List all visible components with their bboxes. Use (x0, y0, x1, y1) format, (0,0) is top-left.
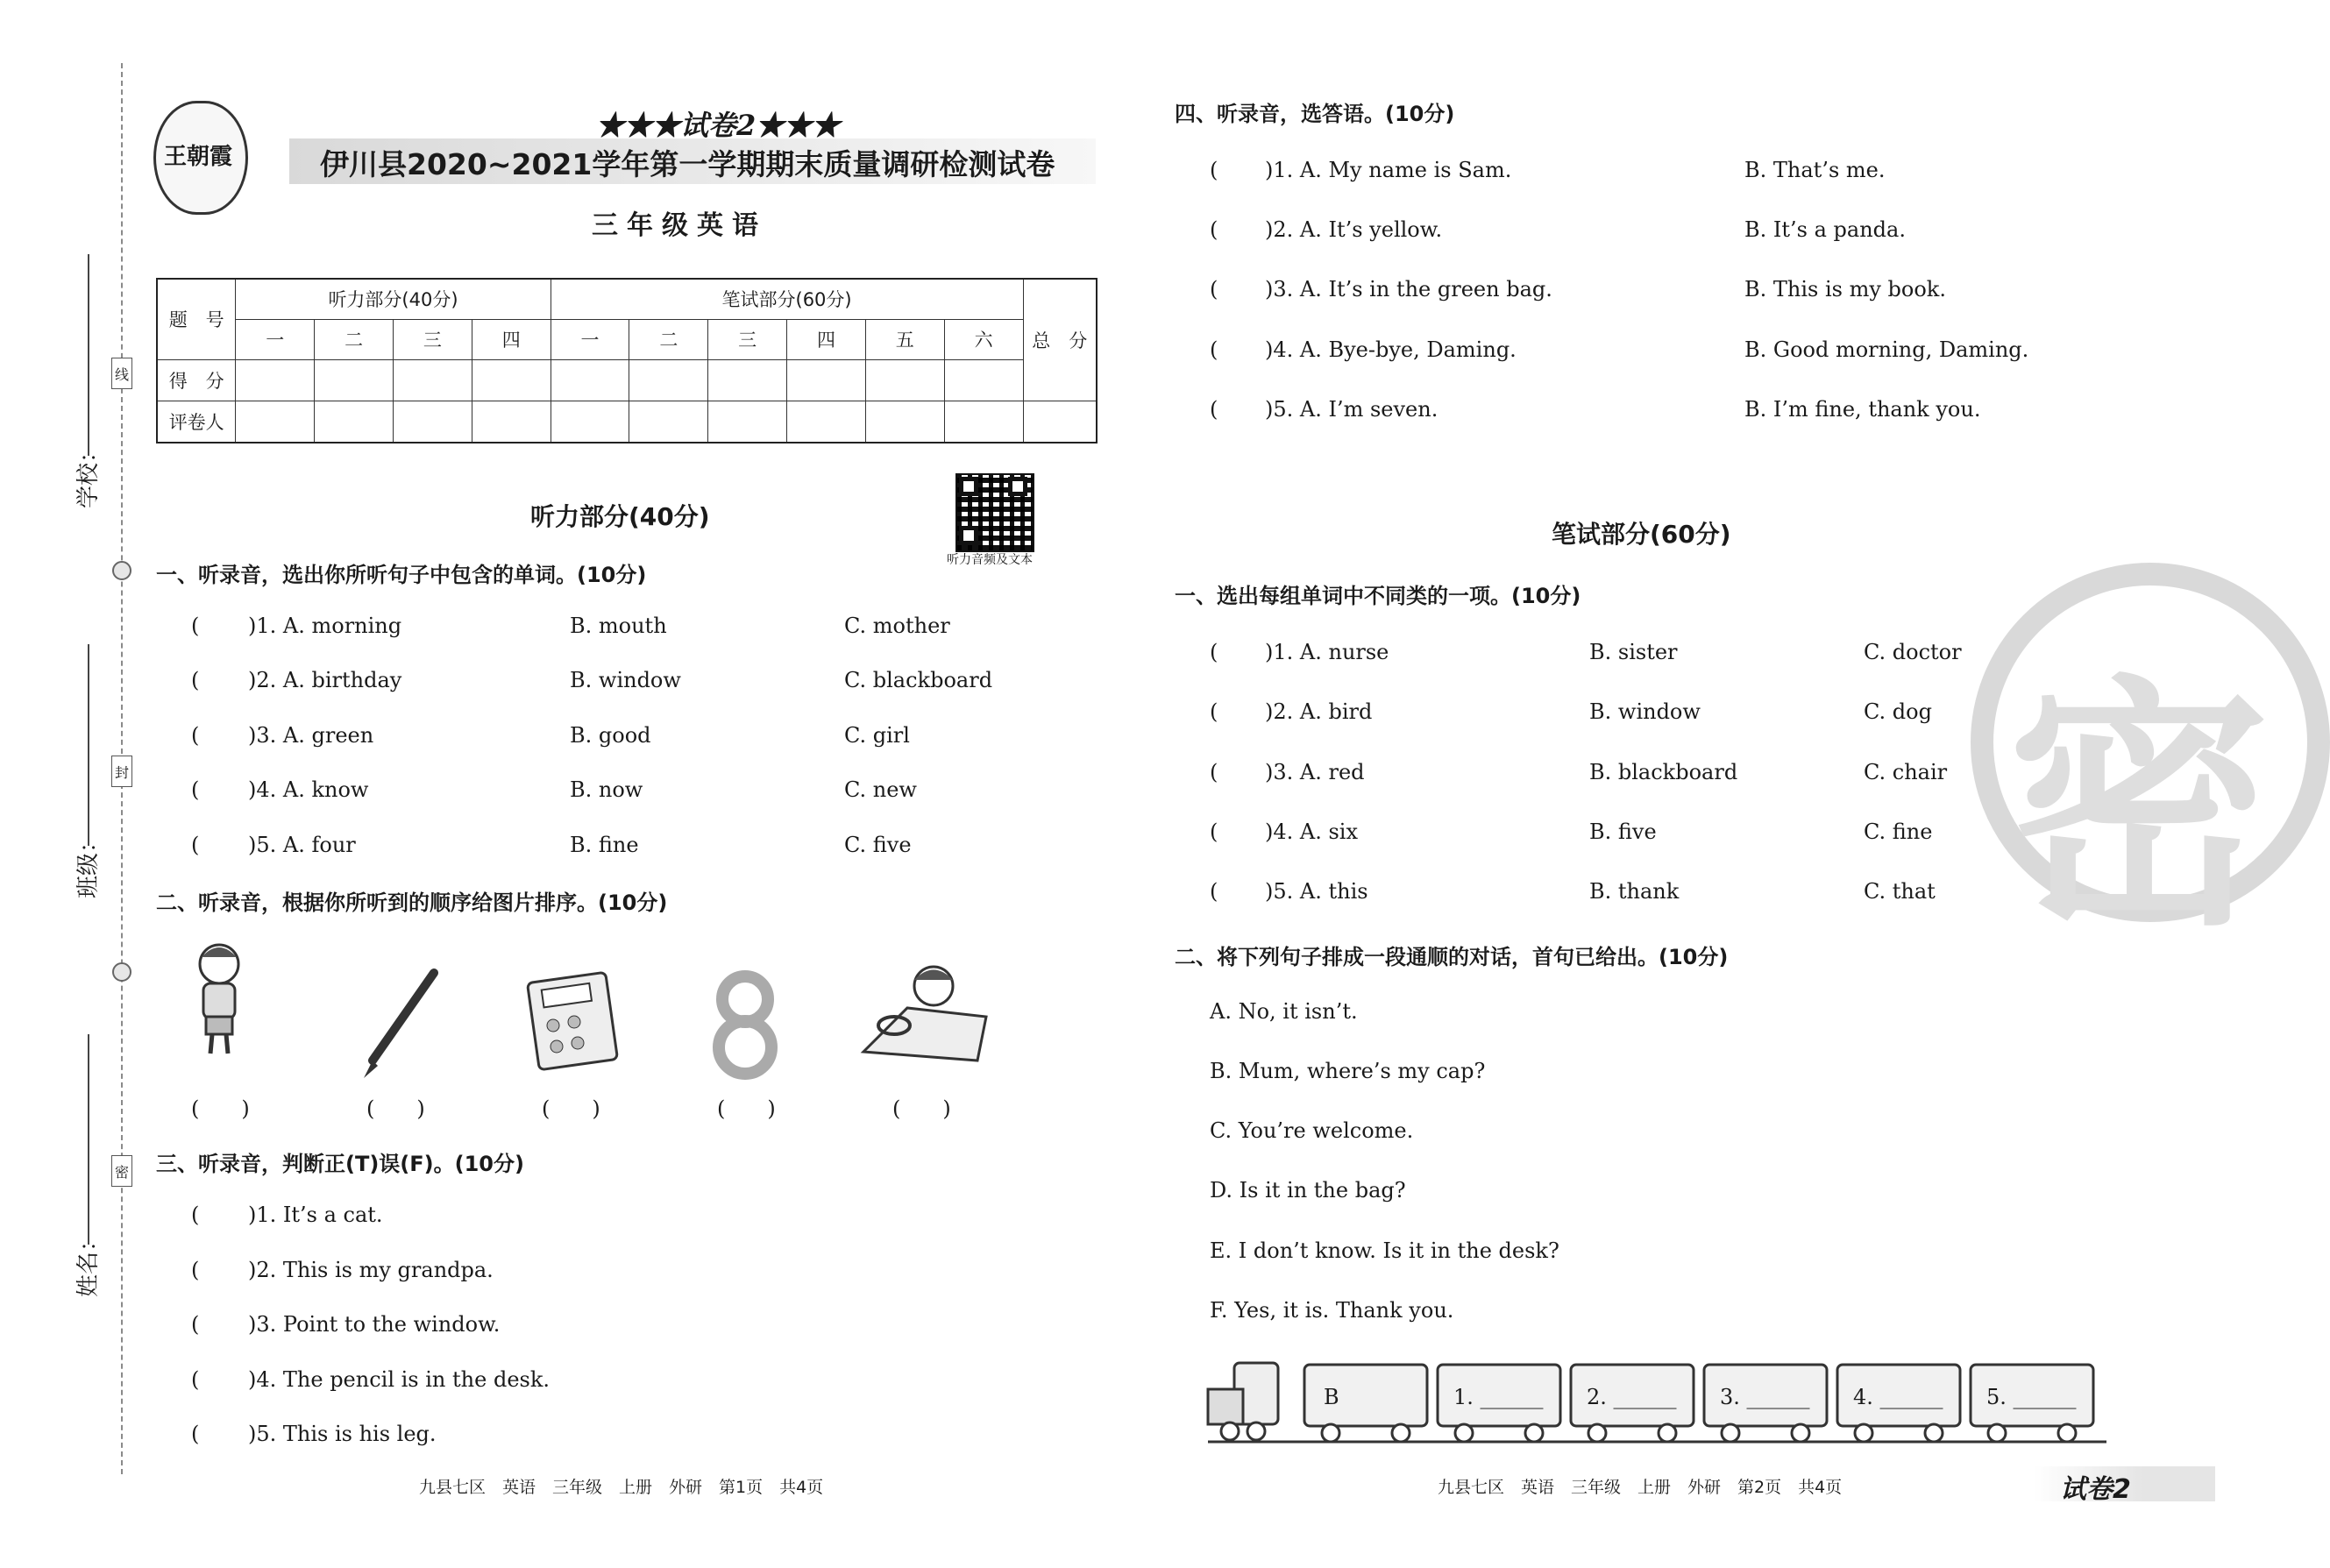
option-a: )1. A. nurse (1265, 640, 1389, 664)
reply-option-b: B. I’m fine, thank you. (1744, 397, 1981, 422)
answer-paren[interactable]: ( (191, 1203, 200, 1227)
binding-hole-icon (112, 561, 131, 580)
answer-paren[interactable]: ( (191, 1422, 200, 1446)
score-cell[interactable] (708, 359, 787, 401)
option-a: )2. A. bird (1265, 699, 1373, 724)
marker-cell[interactable] (315, 401, 394, 443)
exam-title: 伊川县2020~2021学年第一学期期末质量调研检测试卷 (320, 147, 1055, 181)
answer-paren[interactable]: ( (1210, 640, 1218, 664)
secret-stamp-character: 密 (2007, 655, 2270, 961)
dialogue-sentence: C. You’re welcome. (1210, 1118, 1414, 1143)
score-cell[interactable] (629, 359, 708, 401)
score-cell[interactable] (394, 359, 472, 401)
option-b: B. now (570, 777, 643, 802)
col-write-1: 一 (551, 319, 629, 359)
score-cell[interactable] (787, 359, 866, 401)
answer-paren[interactable]: ( (191, 668, 200, 692)
option-a: )5. A. this (1265, 879, 1368, 904)
col-listen-4: 四 (472, 319, 551, 359)
score-cell[interactable] (472, 359, 551, 401)
score-cell[interactable] (315, 359, 394, 401)
marker-cell[interactable] (708, 401, 787, 443)
dialogue-sentence: A. No, it isn’t. (1210, 999, 1358, 1024)
answer-paren[interactable]: ( (1210, 217, 1218, 242)
option-c: C. chair (1864, 760, 1948, 784)
option-b: B. blackboard (1589, 760, 1738, 784)
option-b: B. window (570, 668, 681, 692)
picture-blank[interactable]: ( ) (892, 1096, 951, 1121)
listening-heading: 听力部分(40分) (530, 502, 710, 531)
pen-picture-icon (346, 964, 451, 1087)
picture-blank[interactable]: ( ) (717, 1096, 776, 1121)
dialogue-sentence: B. Mum, where’s my cap? (1210, 1059, 1486, 1083)
option-c: C. blackboard (844, 668, 993, 692)
col-write-5: 五 (865, 319, 944, 359)
footer-left: 九县七区 英语 三年级 上册 外研 第1页 共4页 (419, 1478, 824, 1497)
score-table (156, 278, 1098, 443)
name-write-line[interactable] (88, 1034, 89, 1245)
option-a: )4. A. six (1265, 819, 1359, 844)
option-a: )3. A. green (248, 723, 374, 748)
qr-caption: 听力音频及文本 (947, 553, 1033, 567)
score-row-label: 得 分 (157, 359, 236, 401)
reply-option-a: )4. A. Bye-bye, Daming. (1265, 337, 1517, 362)
answer-paren[interactable]: ( (1210, 158, 1218, 182)
subject-title: 三年级英语 (592, 210, 767, 241)
written-section-2-title: 二、将下列句子排成一段通顺的对话，首句已给出。(10分) (1175, 945, 1729, 969)
answer-paren[interactable]: ( (1210, 277, 1218, 302)
col-write-3: 三 (708, 319, 787, 359)
listening-section-2-title: 二、听录音，根据你所听到的顺序给图片排序。(10分) (156, 890, 668, 915)
row-header-number: 题 号 (157, 279, 236, 359)
logo-text: 王朝霞 (163, 144, 232, 170)
reply-option-a: )5. A. I’m seven. (1265, 397, 1438, 422)
listening-section-1-title: 一、听录音，选出你所听句子中包含的单词。(10分) (156, 563, 647, 587)
tf-statement: )2. This is my grandpa. (248, 1258, 494, 1282)
option-a: )2. A. birthday (248, 668, 402, 692)
train-car-blank[interactable]: 3. ______ (1720, 1385, 1810, 1409)
written-heading: 笔试部分(60分) (1552, 520, 1731, 549)
option-b: B. sister (1589, 640, 1678, 664)
picture-blank[interactable]: ( ) (366, 1096, 425, 1121)
listening-section-4-title: 四、听录音，选答语。(10分) (1175, 102, 1455, 126)
answer-paren[interactable]: ( (191, 723, 200, 748)
option-a: )3. A. red (1265, 760, 1365, 784)
binding-tag-secret: 密 (111, 1155, 132, 1187)
qr-eye (1008, 477, 1027, 496)
paper-tag: 试卷2 (2060, 1474, 2131, 1505)
option-c: C. doctor (1864, 640, 1962, 664)
listening-section-3-title: 三、听录音，判断正(T)误(F)。(10分) (156, 1152, 524, 1176)
answer-paren[interactable]: ( (1210, 760, 1218, 784)
score-cell[interactable] (865, 359, 944, 401)
reply-option-b: B. This is my book. (1744, 277, 1946, 302)
col-listen-2: 二 (315, 319, 394, 359)
dialogue-sentence: E. I don’t know. Is it in the desk? (1210, 1238, 1559, 1263)
marker-cell[interactable] (865, 401, 944, 443)
reply-option-a: )1. A. My name is Sam. (1265, 158, 1512, 182)
option-a: )1. A. morning (248, 614, 402, 638)
option-b: B. five (1589, 819, 1657, 844)
train-car-blank[interactable]: 2. ______ (1587, 1385, 1677, 1409)
col-write-6: 六 (944, 319, 1023, 359)
col-write-2: 二 (629, 319, 708, 359)
picture-blank[interactable]: ( ) (191, 1096, 250, 1121)
class-write-line[interactable] (88, 644, 89, 846)
school-write-line[interactable] (88, 254, 89, 456)
score-cell[interactable] (236, 359, 315, 401)
option-c: C. five (844, 833, 912, 857)
option-c: C. mother (844, 614, 950, 638)
score-cell[interactable] (944, 359, 1023, 401)
class-label: 班级： (75, 829, 102, 898)
dialogue-sentence: F. Yes, it is. Thank you. (1210, 1298, 1454, 1323)
name-label: 姓名： (75, 1228, 102, 1297)
tf-statement: )4. The pencil is in the desk. (248, 1367, 551, 1392)
option-b: B. good (570, 723, 651, 748)
col-write-4: 四 (787, 319, 866, 359)
total-score-cell[interactable] (1023, 401, 1097, 443)
calculator-picture-icon (520, 964, 625, 1087)
tf-statement: )1. It’s a cat. (248, 1203, 383, 1227)
reply-option-b: B. It’s a panda. (1744, 217, 1906, 242)
marker-cell[interactable] (944, 401, 1023, 443)
marker-cell[interactable] (472, 401, 551, 443)
dialogue-sentence: D. Is it in the bag? (1210, 1178, 1406, 1203)
number-eight-picture-icon (693, 964, 798, 1087)
written-section-1-title: 一、选出每组单词中不同类的一项。(10分) (1175, 584, 1581, 608)
answer-paren[interactable]: ( (1210, 819, 1218, 844)
tf-statement: )5. This is his leg. (248, 1422, 437, 1446)
total-header: 总 分 (1023, 279, 1097, 401)
option-b: B. fine (570, 833, 639, 857)
school-label: 学校： (75, 439, 102, 508)
tf-statement: )3. Point to the window. (248, 1312, 501, 1337)
boy-picture-icon (167, 938, 272, 1061)
answer-paren[interactable]: ( (191, 1367, 200, 1392)
option-b: B. window (1589, 699, 1701, 724)
picture-blank[interactable]: ( ) (542, 1096, 600, 1121)
marker-cell[interactable] (629, 401, 708, 443)
qr-eye (959, 477, 978, 496)
answer-paren[interactable]: ( (1210, 879, 1218, 904)
answer-paren[interactable]: ( (191, 777, 200, 802)
binding-hole-icon (112, 962, 131, 982)
answer-paren[interactable]: ( (1210, 397, 1218, 422)
train-car-given: B (1324, 1385, 1339, 1409)
answer-paren[interactable]: ( (191, 1312, 200, 1337)
qr-eye (959, 526, 978, 545)
answer-paren[interactable]: ( (1210, 337, 1218, 362)
option-c: C. that (1864, 879, 1936, 904)
option-a: )4. A. know (248, 777, 369, 802)
marker-row-label: 评卷人 (157, 401, 236, 443)
option-a: )5. A. four (248, 833, 356, 857)
marker-cell[interactable] (236, 401, 315, 443)
train-car-blank[interactable]: 1. ______ (1453, 1385, 1544, 1409)
option-c: C. girl (844, 723, 910, 748)
option-b: B. mouth (570, 614, 667, 638)
binding-tag-line: 线 (111, 358, 132, 389)
answer-paren[interactable]: ( (191, 833, 200, 857)
reply-option-a: )2. A. It’s yellow. (1265, 217, 1443, 242)
option-c: C. fine (1864, 819, 1933, 844)
qr-code-icon[interactable] (955, 473, 1034, 552)
answer-paren[interactable]: ( (1210, 699, 1218, 724)
option-c: C. dog (1864, 699, 1932, 724)
marker-cell[interactable] (787, 401, 866, 443)
answer-paren[interactable]: ( (191, 1258, 200, 1282)
footer-right: 九县七区 英语 三年级 上册 外研 第2页 共4页 (1438, 1478, 1843, 1497)
paper-label: ★★★试卷2★★★ (596, 109, 841, 142)
reply-option-b: B. That’s me. (1744, 158, 1886, 182)
col-listen-1: 一 (236, 319, 315, 359)
option-b: B. thank (1589, 879, 1680, 904)
listening-group-header: 听力部分(40分) (236, 279, 551, 319)
reply-option-a: )3. A. It’s in the green bag. (1265, 277, 1552, 302)
driver-picture-icon (855, 955, 995, 1078)
score-cell[interactable] (551, 359, 629, 401)
marker-cell[interactable] (551, 401, 629, 443)
answer-paren[interactable]: ( (191, 614, 200, 638)
option-c: C. new (844, 777, 917, 802)
train-car-blank[interactable]: 5. ______ (1986, 1385, 2077, 1409)
train-car-blank[interactable]: 4. ______ (1853, 1385, 1943, 1409)
col-listen-3: 三 (394, 319, 472, 359)
writing-group-header: 笔试部分(60分) (551, 279, 1023, 319)
marker-cell[interactable] (394, 401, 472, 443)
binding-tag-seal: 封 (111, 756, 132, 787)
reply-option-b: B. Good morning, Daming. (1744, 337, 2029, 362)
